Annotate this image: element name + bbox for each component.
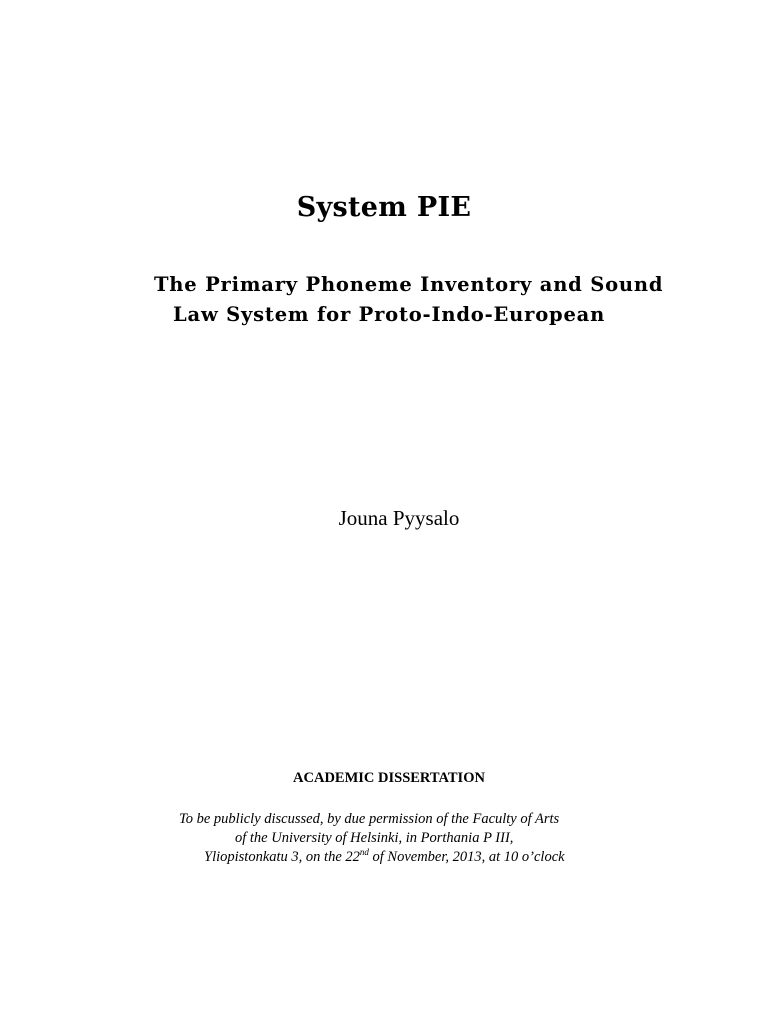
author-name: Jouna Pyysalo	[338, 506, 460, 530]
defense-line-2: of the University of Helsinki, in Porthania P III,	[235, 830, 514, 846]
ordinal-suffix: nd	[359, 847, 369, 857]
defense-line-3-start: Yliopistonkatu 3, on the 22	[204, 849, 360, 865]
defense-line-1: To be publicly discussed, by due permission of the Faculty of Arts	[179, 811, 560, 827]
defense-notice	[0, 810, 768, 867]
document-title: System PIE	[296, 192, 472, 223]
defense-line-3	[0, 848, 768, 867]
subtitle-line-2: Law System for Proto-Indo-European	[173, 303, 606, 326]
document-type: ACADEMIC DISSERTATION	[293, 770, 485, 786]
defense-line-3-end: of November, 2013, at 10 o’clock	[368, 849, 565, 865]
subtitle-line-1: The Primary Phoneme Inventory and Sound	[154, 273, 664, 296]
document-subtitle	[150, 270, 664, 330]
